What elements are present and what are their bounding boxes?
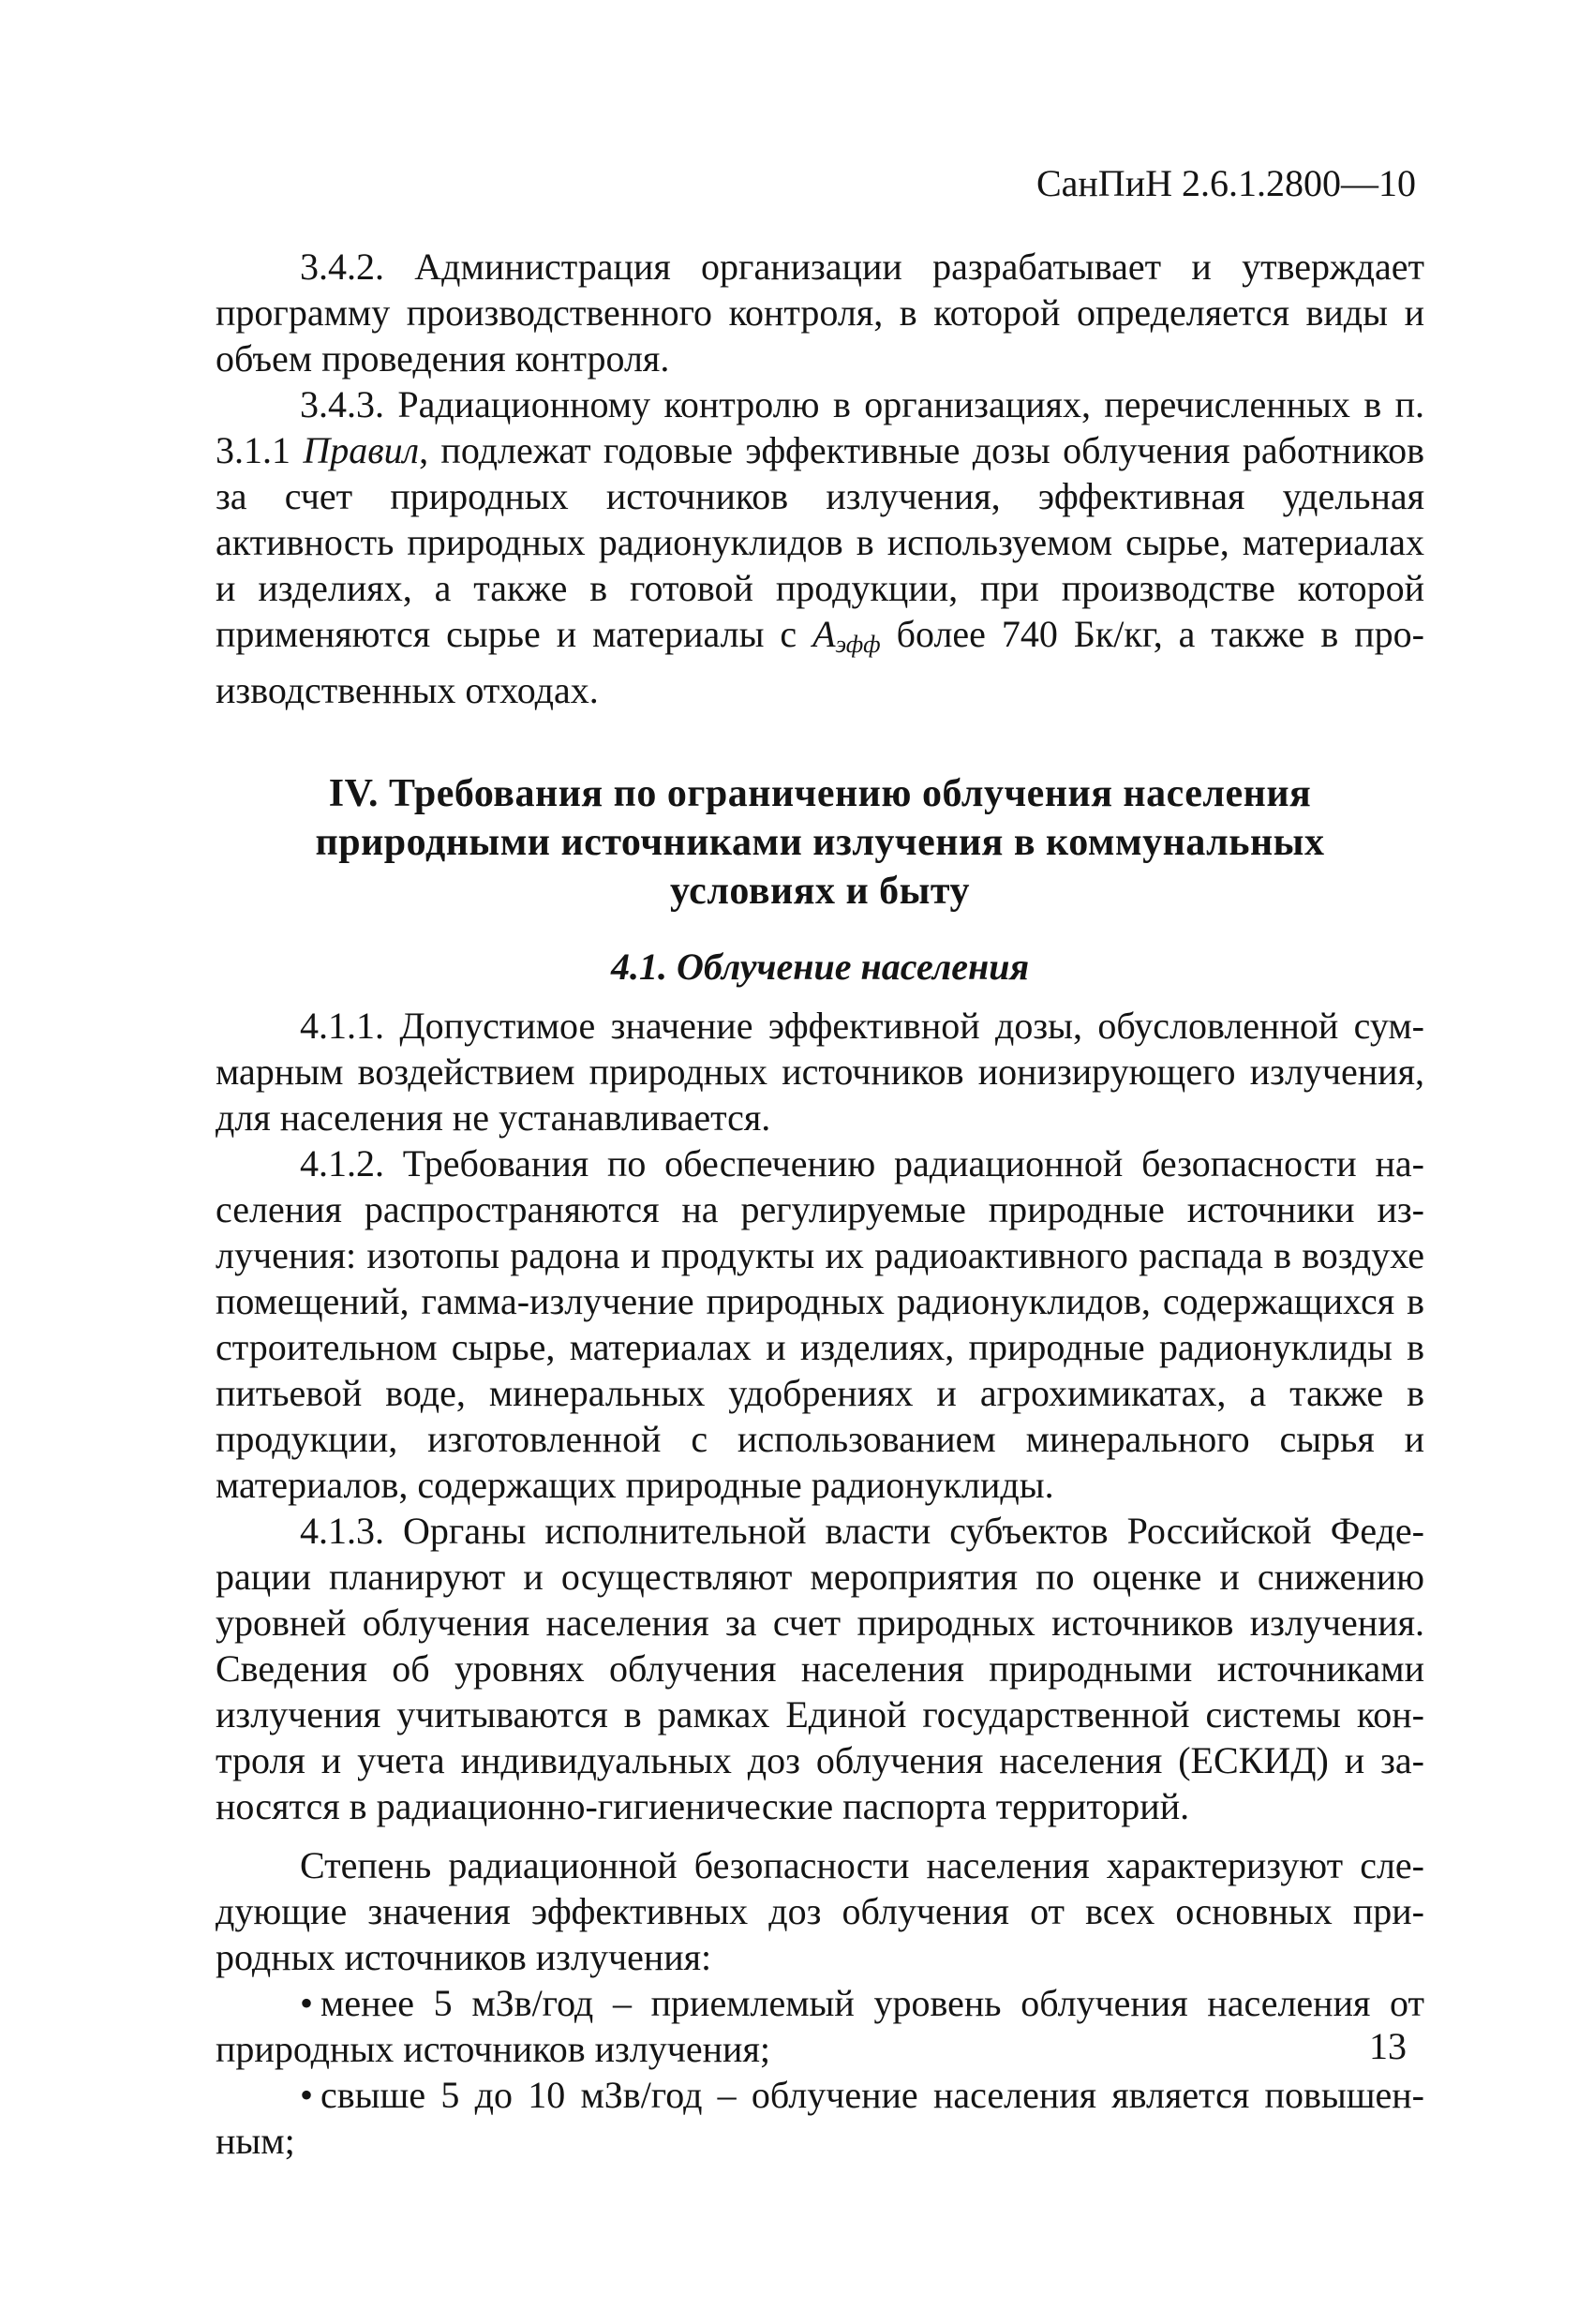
bullet-icon: • <box>300 2074 314 2116</box>
document-code-header: СанПиН 2.6.1.2800—10 <box>1035 162 1416 204</box>
subsection-title: 4.1. Облучение населения <box>610 946 1030 988</box>
list-item <box>216 1980 1424 2072</box>
paragraph-3-4-3-text-3: более 740 Бк/кг, а также в производственных отходах. <box>216 613 1424 711</box>
activity-symbol: A <box>812 613 836 655</box>
paragraph-safety-degree: Степень радиационной безопасности населения характеризуют следующие значения эффективных доз облучения от всех основных природных источников излучения: <box>216 1844 1424 1978</box>
paragraph-3-4-3-text-2: , подлежат годовые эффективные дозы облучения работников за счет природных источников излучения, эффективная удельная активность природных радионуклидов в используемом сырье, материалах и изделиях, а также в готовой продукции, при производстве которой применяются сырье и материалы с <box>216 429 1425 655</box>
page-content <box>216 244 1424 2164</box>
paragraph-4-1-2: 4.1.2. Требования по обеспечению радиационной безопасности населения распространяются на регулируемые природные источники излучения: изотопы радона и продукты их радиоактивного распада в воздухе помещений, гамма-излучение природных радионуклидов, содержащихся в строительном сырье, материалах и изделиях, природные радионуклиды в питьевой воде, минеральных удобрениях и агрохимикатах, а также в продукции, изготовленной с использованием минерального сырья и материалов, содержащих природные радионуклиды. <box>216 1142 1424 1506</box>
paragraph-3-4-3 <box>216 381 1424 713</box>
rules-reference: Правил <box>303 429 420 471</box>
paragraph-3-4-3-text-1: 3.4.3. Радиационному контролю в организациях, перечисленных в п. 3.1.1 <box>216 383 1424 471</box>
activity-symbol-subscript: эфф <box>835 631 881 658</box>
bullet-icon: • <box>300 1982 314 2024</box>
list-item <box>216 2072 1424 2164</box>
paragraph-4-1-3: 4.1.3. Органы исполнительной власти субъектов Российской Федерации планируют и осуществляют мероприятия по оценке и снижению уровней облучения населения за счет природных источников излучения. Сведения об уровнях облучения населения природными источниками излучения учитываются в рамках Единой государственной системы контроля и учета индивидуальных доз облучения населения (ЕСКИД) и заносятся в радиационно-гигиенические паспорта территорий. <box>216 1510 1424 1827</box>
paragraph-4-1-1: 4.1.1. Допустимое значение эффективной дозы, обусловленной суммарным воздействием природных источников ионизирующего излучения, для населения не устанавливается. <box>216 1005 1424 1139</box>
page-number: 13 <box>1369 2025 1407 2067</box>
list-item-text: менее 5 мЗв/год – приемлемый уровень облучения населения от природных источников излучения; <box>216 1982 1424 2070</box>
section-title: IV. Требования по ограничению облучения населения природными источниками излучения в коммунальных условиях и быту <box>315 772 1325 913</box>
list-item-text: свыше 5 до 10 мЗв/год – облучение населения является повышенным; <box>216 2074 1424 2162</box>
paragraph-3-4-2: 3.4.2. Администрация организации разрабатывает и утверждает программу производственного контроля, в которой определяется виды и объем проведения контроля. <box>216 246 1424 380</box>
